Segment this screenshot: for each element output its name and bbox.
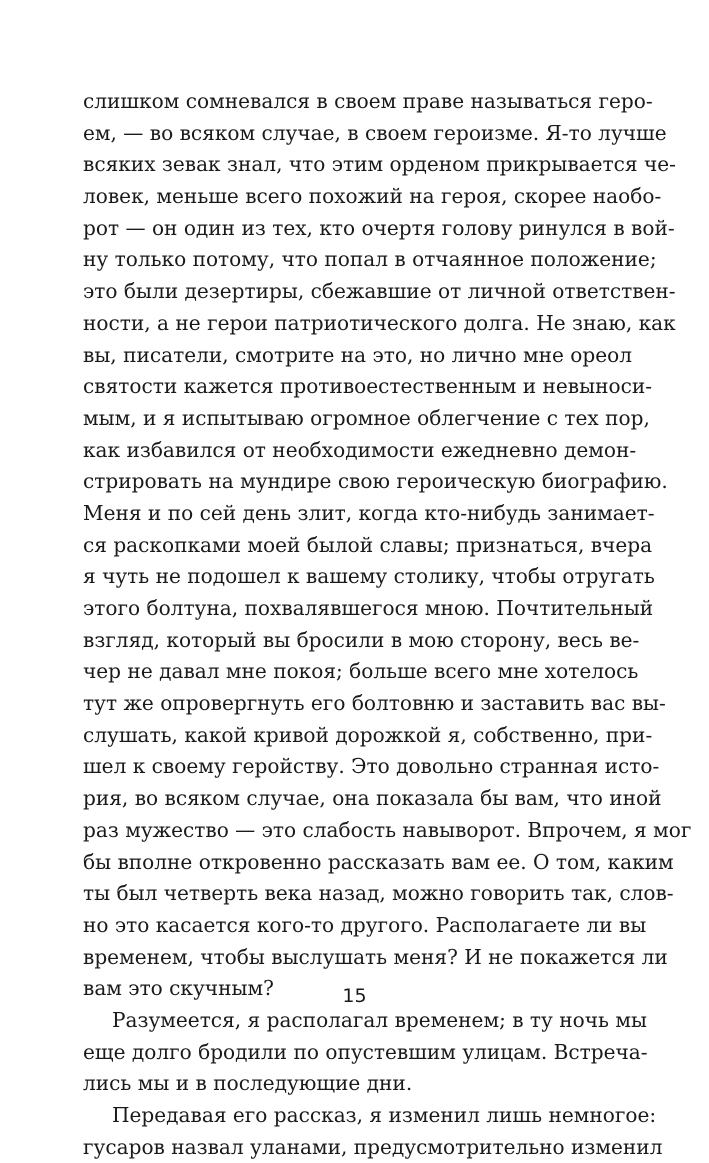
text-line: взгляд, который вы бросили в мою сторону, весь ве-: [83, 627, 640, 652]
text-line: вам это скучным?: [83, 976, 274, 1001]
text-line: рия, во всяком случае, она показала бы вам, что иной: [83, 786, 662, 811]
paragraph-1: [83, 86, 692, 1005]
text-line: стрировать на мундире свою героическую биографию.: [83, 469, 668, 494]
text-line: этого болтуна, похвалявшегося мною. Почтительный: [83, 596, 654, 620]
text-line: всяких зевак знал, что этим орденом прикрывается че-: [83, 152, 676, 177]
text-line: святости кажется противоестественным и невыноси-: [83, 374, 653, 399]
text-line: ся раскопками моей былой славы; признаться, вчера: [83, 532, 653, 557]
text-line: но это касается кого-то другого. Располагаете ли вы: [83, 912, 647, 937]
text-line: Передавая его рассказ, я изменил лишь немногое:: [112, 1103, 657, 1127]
text-line: временем, чтобы выслушать меня? И не покажется ли: [83, 944, 668, 969]
text-line: слушать, какой кривой дорожкой я, собственно, при-: [83, 722, 653, 747]
text-line: гусаров назвал уланами, предусмотрительно изменил: [83, 1134, 663, 1159]
text-line: Меня и по сей день злит, когда кто-нибудь занимает-: [83, 500, 655, 525]
text-line: шел к своему геройству. Это довольно странная исто-: [83, 754, 660, 779]
text-line: Разумеется, я располагал временем; в ту ночь мы: [112, 1007, 647, 1032]
text-line: лись мы и в последующие дни.: [83, 1071, 413, 1096]
text-line: ем, — во всяком случае, в своем героизме. Я-то лучше: [83, 120, 667, 145]
text-line: как избавился от необходимости ежедневно демон-: [83, 437, 637, 462]
text-line: ности, а не герои патриотического долга. Не знаю, как: [83, 310, 676, 335]
text-line: мым, и я испытываю огромное облегчение с тех пор,: [83, 405, 650, 430]
text-line: чер не давал мне покоя; больше всего мне хотелось: [83, 659, 639, 684]
text-line: я чуть не подошел к вашему столику, чтобы отругать: [83, 564, 655, 589]
text-line: бы вполне откровенно рассказать вам ее. О том, каким: [83, 849, 674, 874]
text-line: рот — он один из тех, кто очертя голову ринулся в вой-: [83, 215, 675, 240]
text-line: раз мужество — это слабость навыворот. Впрочем, я мог: [83, 817, 692, 842]
paragraph-3: [83, 1100, 663, 1163]
text-line: ты был четверть века назад, можно говорить так, слов-: [83, 881, 674, 906]
paragraph-2: [83, 1005, 648, 1100]
page-number: 15: [342, 985, 367, 1007]
text-line: вы, писатели, смотрите на это, но лично мне ореол: [83, 342, 632, 367]
text-line: тут же опровергнуть его болтовню и заставить вас вы-: [83, 691, 666, 716]
text-line: ловек, меньше всего похожий на героя, скорее наобо-: [83, 184, 662, 209]
text-line: еще долго бродили по опустевшим улицам. Встреча-: [83, 1039, 648, 1064]
text-line: это были дезертиры, сбежавшие от личной ответствен-: [83, 279, 676, 304]
text-line: слишком сомневался в своем праве называться геро-: [83, 89, 653, 113]
text-line: ну только потому, что попал в отчаянное положение;: [83, 247, 657, 272]
